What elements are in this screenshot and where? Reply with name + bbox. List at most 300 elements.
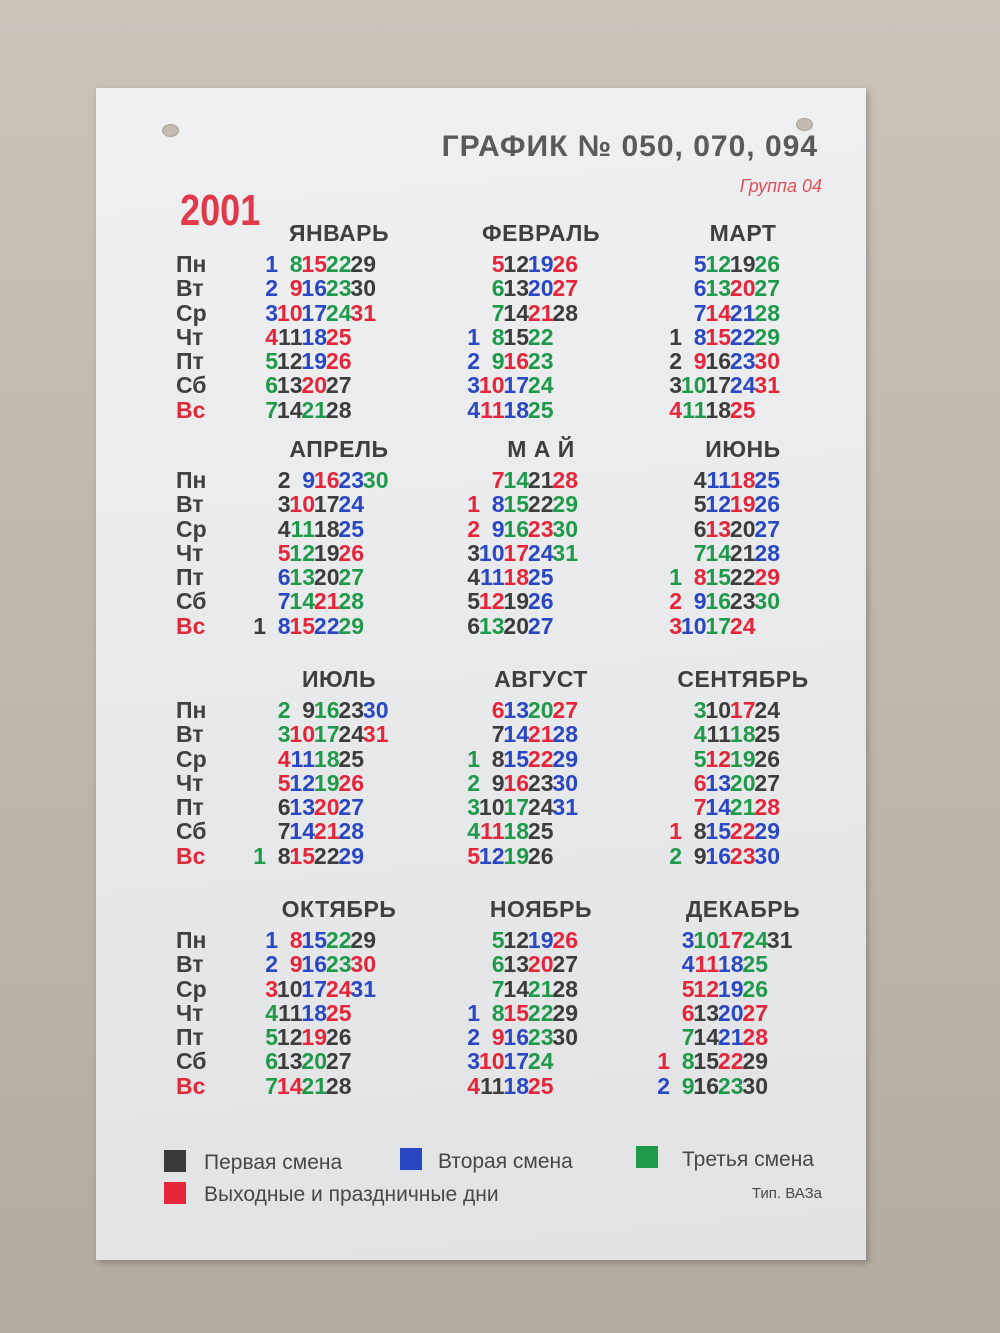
day-number: 18 — [301, 323, 327, 350]
day-number: 16 — [705, 588, 731, 615]
day-number: 22 — [729, 564, 756, 591]
day-number: 6 — [491, 951, 505, 978]
day-number: 3 — [265, 975, 278, 1002]
day-number: 18 — [313, 745, 340, 772]
day-number: 5 — [491, 251, 505, 277]
day-number: 24 — [338, 491, 364, 518]
day-number: 20 — [527, 275, 554, 302]
day-number: 23 — [338, 697, 364, 723]
month-name: МАРТ — [709, 220, 777, 246]
day-number: 25 — [527, 396, 554, 423]
day-number: 20 — [313, 794, 340, 821]
day-number: 9 — [491, 515, 505, 542]
day-number: 18 — [729, 467, 756, 493]
day-number: 15 — [301, 251, 327, 277]
day-number: 25 — [754, 467, 780, 493]
day-number: 25 — [325, 323, 352, 350]
day-number: 1 — [669, 564, 682, 591]
day-number: 30 — [350, 951, 376, 978]
day-number: 27 — [527, 612, 554, 639]
weekday-label: Пн — [176, 251, 207, 277]
day-number: 29 — [552, 745, 578, 772]
day-number: 8 — [693, 564, 707, 591]
empty-day — [338, 1025, 376, 1049]
day-number: 14 — [276, 1072, 303, 1099]
day-number: 16 — [313, 697, 340, 723]
empty-day — [540, 398, 578, 422]
day-number: 28 — [552, 467, 578, 493]
empty-day — [351, 614, 389, 638]
day-number: 13 — [705, 769, 731, 796]
day-number: 18 — [717, 951, 744, 978]
day-number: 13 — [289, 564, 315, 591]
day-number: 13 — [503, 697, 529, 723]
weekday-label: Пн — [176, 467, 207, 493]
day-number: 14 — [503, 299, 529, 326]
day-number: 24 — [742, 927, 768, 953]
empty-day — [540, 325, 578, 349]
day-number: 21 — [717, 1024, 744, 1051]
day-number: 2 — [669, 588, 682, 615]
day-number: 26 — [527, 588, 554, 615]
empty-day — [351, 844, 389, 868]
day-number: 25 — [338, 515, 364, 542]
group-label: Группа 04 — [739, 176, 822, 196]
weekday-label: Чт — [176, 769, 204, 796]
day-number: 18 — [503, 1072, 529, 1099]
day-number: 17 — [503, 539, 529, 566]
day-number: 26 — [754, 491, 780, 518]
day-number: 4 — [669, 396, 682, 423]
day-number: 8 — [693, 818, 707, 845]
weekday-label: Вт — [176, 721, 204, 748]
empty-day — [755, 952, 793, 976]
day-number: 21 — [301, 1072, 327, 1099]
day-number: 5 — [681, 975, 695, 1002]
day-number: 30 — [754, 588, 780, 615]
day-number: 27 — [338, 794, 364, 821]
day-number: 1 — [669, 818, 682, 845]
day-number: 28 — [325, 1072, 352, 1099]
day-number: 23 — [729, 842, 756, 869]
day-number: 26 — [325, 348, 352, 375]
day-number: 10 — [478, 372, 505, 399]
day-number: 11 — [480, 818, 505, 845]
day-number: 2 — [467, 515, 480, 542]
day-number: 23 — [527, 348, 554, 375]
day-number: 14 — [705, 794, 731, 821]
empty-day — [540, 819, 578, 843]
day-number: 13 — [705, 515, 731, 542]
day-number: 13 — [478, 612, 505, 639]
day-number: 17 — [503, 372, 529, 399]
day-number: 27 — [742, 999, 768, 1026]
day-number: 23 — [338, 467, 364, 493]
legend-first-shift: Первая смена — [204, 1151, 343, 1174]
empty-day — [540, 614, 578, 638]
day-number: 6 — [693, 275, 707, 302]
weekday-label: Пт — [176, 1024, 204, 1051]
day-number: 31 — [754, 372, 780, 399]
month-name: ИЮНЬ — [705, 436, 781, 462]
day-number: 2 — [277, 467, 291, 493]
day-number: 9 — [693, 588, 707, 615]
day-number: 11 — [480, 396, 505, 423]
day-number: 13 — [503, 275, 529, 302]
day-number: 9 — [681, 1072, 695, 1099]
day-number: 17 — [503, 794, 529, 821]
weekday-label: Сб — [176, 818, 207, 845]
empty-day — [540, 349, 578, 373]
day-number: 1 — [253, 612, 266, 639]
day-number: 26 — [338, 769, 364, 796]
day-number: 16 — [705, 842, 731, 869]
day-number: 13 — [276, 372, 303, 399]
weekday-label: Вт — [176, 491, 204, 518]
empty-day — [338, 1001, 376, 1025]
day-number: 19 — [503, 588, 529, 615]
day-number: 5 — [265, 1024, 278, 1051]
day-number: 7 — [265, 1072, 278, 1099]
day-number: 5 — [467, 588, 480, 615]
weekday-label: Сб — [176, 588, 207, 615]
day-number: 3 — [693, 697, 707, 723]
day-number: 5 — [467, 842, 480, 869]
day-number: 12 — [276, 1024, 303, 1051]
day-number: 21 — [313, 818, 340, 845]
day-number: 19 — [527, 251, 554, 277]
empty-day — [540, 844, 578, 868]
day-number: 26 — [754, 745, 780, 772]
day-number: 5 — [277, 769, 291, 796]
day-number: 20 — [527, 951, 554, 978]
day-number: 17 — [313, 721, 340, 748]
day-number: 14 — [289, 818, 315, 845]
day-number: 11 — [290, 515, 315, 542]
day-number: 30 — [552, 1024, 578, 1051]
day-number: 9 — [289, 275, 303, 302]
day-number: 30 — [552, 515, 578, 542]
day-number: 7 — [693, 299, 707, 326]
day-number: 16 — [301, 951, 327, 978]
day-number: 3 — [669, 372, 682, 399]
empty-day — [351, 795, 389, 819]
day-number: 7 — [693, 539, 707, 566]
day-number: 8 — [491, 999, 505, 1026]
day-number: 29 — [742, 1048, 768, 1075]
day-number: 21 — [729, 539, 756, 566]
day-number: 13 — [503, 951, 529, 978]
day-number: 24 — [527, 1048, 554, 1075]
day-number: 23 — [729, 348, 756, 375]
day-number: 7 — [681, 1024, 695, 1051]
day-number: 2 — [277, 697, 291, 723]
day-number: 15 — [693, 1048, 719, 1075]
day-number: 26 — [338, 539, 364, 566]
empty-day — [338, 398, 376, 422]
day-number: 19 — [301, 348, 327, 375]
empty-day — [540, 373, 578, 397]
day-number: 15 — [705, 323, 731, 350]
day-number: 5 — [491, 927, 505, 953]
day-number: 14 — [705, 299, 731, 326]
day-number: 20 — [729, 515, 756, 542]
empty-day — [351, 517, 389, 541]
day-number: 24 — [338, 721, 364, 748]
schedule-title: ГРАФИК № 050, 070, 094 — [441, 130, 818, 163]
day-number: 18 — [503, 396, 529, 423]
month-name: ДЕКАБРЬ — [685, 896, 801, 922]
day-number: 29 — [338, 612, 364, 639]
day-number: 14 — [503, 467, 529, 493]
day-number: 26 — [552, 927, 578, 953]
day-number: 8 — [693, 323, 707, 350]
day-number: 30 — [350, 275, 376, 302]
day-number: 30 — [754, 842, 780, 869]
day-number: 4 — [467, 396, 480, 423]
day-number: 17 — [705, 372, 731, 399]
weekday-label: Чт — [176, 999, 204, 1026]
month-name: АПРЕЛЬ — [289, 436, 389, 462]
day-number: 18 — [503, 564, 529, 591]
day-number: 21 — [527, 721, 554, 748]
day-number: 1 — [467, 745, 480, 772]
weekday-label: Пн — [176, 927, 207, 953]
day-number: 6 — [491, 697, 505, 723]
day-number: 23 — [325, 951, 352, 978]
day-number: 28 — [754, 794, 780, 821]
day-number: 15 — [705, 564, 731, 591]
day-number: 10 — [276, 975, 303, 1002]
day-number: 24 — [729, 612, 756, 639]
day-number: 4 — [265, 999, 278, 1026]
day-number: 6 — [265, 372, 278, 399]
month-name: ЯНВАРЬ — [288, 220, 390, 246]
day-number: 27 — [325, 372, 352, 399]
day-number: 28 — [325, 396, 352, 423]
weekday-column — [176, 252, 236, 422]
day-number: 26 — [552, 251, 578, 277]
day-number: 1 — [265, 927, 278, 953]
day-number: 27 — [754, 769, 780, 796]
day-number: 12 — [289, 769, 315, 796]
day-number: 6 — [681, 999, 695, 1026]
day-number: 26 — [754, 251, 780, 277]
day-number: 11 — [278, 999, 303, 1026]
empty-day — [351, 565, 389, 589]
day-number: 5 — [693, 491, 707, 518]
day-number: 12 — [503, 251, 529, 277]
day-number: 19 — [527, 927, 554, 953]
weekday-column — [176, 928, 236, 1098]
day-number: 11 — [706, 721, 731, 748]
day-number: 6 — [277, 794, 291, 821]
weekday-label: Чт — [176, 323, 204, 350]
day-number: 25 — [754, 721, 780, 748]
day-number: 27 — [325, 1048, 352, 1075]
day-number: 30 — [362, 697, 389, 723]
day-number: 4 — [277, 745, 291, 772]
day-number: 4 — [277, 515, 291, 542]
day-number: 21 — [527, 975, 554, 1002]
day-number: 23 — [325, 275, 352, 302]
day-number: 7 — [277, 588, 291, 615]
day-number: 2 — [657, 1072, 670, 1099]
day-number: 10 — [289, 491, 315, 518]
year-label: 2001 — [180, 186, 261, 235]
day-number: 20 — [313, 564, 340, 591]
empty-day — [742, 398, 780, 422]
empty-day — [755, 1049, 793, 1073]
weekday-label: Сб — [176, 1048, 207, 1075]
second-shift-swatch — [400, 1148, 422, 1170]
day-number: 15 — [705, 818, 731, 845]
month-name: НОЯБРЬ — [489, 896, 593, 922]
weekday-label: Пн — [176, 697, 207, 723]
day-number: 1 — [467, 999, 480, 1026]
day-number: 10 — [705, 697, 731, 723]
day-number: 1 — [657, 1048, 670, 1075]
day-number: 28 — [754, 299, 780, 326]
day-number: 25 — [338, 745, 364, 772]
day-number: 3 — [669, 612, 682, 639]
day-number: 12 — [705, 251, 731, 277]
empty-day — [351, 541, 389, 565]
month-name: ОКТЯБРЬ — [281, 896, 397, 922]
day-number: 24 — [527, 539, 554, 566]
empty-day — [540, 1049, 578, 1073]
day-number: 2 — [467, 348, 480, 375]
day-number: 30 — [754, 348, 780, 375]
day-number: 26 — [325, 1024, 352, 1051]
day-number: 4 — [681, 951, 695, 978]
day-number: 28 — [552, 299, 578, 326]
day-number: 22 — [325, 251, 352, 277]
day-number: 30 — [552, 769, 578, 796]
day-number: 7 — [491, 975, 505, 1002]
day-number: 25 — [742, 951, 768, 978]
day-number: 12 — [289, 539, 315, 566]
day-number: 4 — [265, 323, 278, 350]
day-number: 23 — [527, 1024, 554, 1051]
day-number: 8 — [277, 842, 291, 869]
day-number: 15 — [289, 612, 315, 639]
day-number: 17 — [705, 612, 731, 639]
day-number: 16 — [503, 515, 529, 542]
day-number: 22 — [717, 1048, 744, 1075]
day-number: 7 — [491, 721, 505, 748]
day-number: 29 — [754, 564, 780, 591]
day-number: 24 — [729, 372, 756, 399]
day-number: 11 — [278, 323, 303, 350]
day-number: 19 — [729, 745, 756, 772]
day-number: 9 — [491, 1024, 505, 1051]
day-number: 15 — [503, 491, 529, 518]
week-column — [540, 468, 578, 638]
day-number: 4 — [693, 467, 707, 493]
day-number: 3 — [277, 721, 291, 748]
day-number: 14 — [705, 539, 731, 566]
day-number: 25 — [527, 818, 554, 845]
week-column — [338, 928, 376, 1098]
day-number: 16 — [313, 467, 340, 493]
day-number: 10 — [693, 927, 719, 953]
week-column — [338, 252, 376, 422]
empty-day — [351, 819, 389, 843]
weekday-label: Вт — [176, 275, 204, 302]
day-number: 15 — [503, 999, 529, 1026]
day-number: 12 — [693, 975, 719, 1002]
day-number: 20 — [301, 372, 327, 399]
month-name: ФЕВРАЛЬ — [482, 220, 600, 246]
month-name: ИЮЛЬ — [301, 666, 377, 692]
day-number: 21 — [313, 588, 340, 615]
week-column — [540, 252, 578, 422]
day-number: 10 — [478, 794, 505, 821]
weekday-column — [176, 468, 236, 638]
day-number: 8 — [681, 1048, 695, 1075]
week-column — [540, 698, 578, 868]
day-number: 24 — [754, 697, 780, 723]
day-number: 6 — [265, 1048, 278, 1075]
week-column — [540, 928, 578, 1098]
day-number: 22 — [313, 612, 340, 639]
empty-day — [338, 325, 376, 349]
day-number: 14 — [289, 588, 315, 615]
day-number: 1 — [265, 251, 278, 277]
day-number: 27 — [754, 515, 780, 542]
day-number: 19 — [503, 842, 529, 869]
weekday-label: Пт — [176, 564, 204, 591]
day-number: 8 — [277, 612, 291, 639]
day-number: 1 — [669, 323, 682, 350]
day-number: 27 — [552, 275, 578, 302]
day-number: 29 — [350, 927, 376, 953]
day-number: 23 — [527, 515, 554, 542]
empty-day — [351, 492, 389, 516]
empty-day — [742, 614, 780, 638]
week-column — [742, 252, 780, 422]
day-number: 17 — [313, 491, 340, 518]
day-number: 29 — [552, 491, 578, 518]
day-number: 7 — [491, 467, 505, 493]
day-number: 24 — [325, 299, 352, 326]
day-number: 22 — [313, 842, 340, 869]
weekday-label: Вт — [176, 951, 204, 978]
empty-day — [755, 1025, 793, 1049]
day-number: 29 — [552, 999, 578, 1026]
day-number: 28 — [742, 1024, 768, 1051]
day-number: 27 — [338, 564, 364, 591]
day-number: 7 — [265, 396, 278, 423]
day-number: 3 — [467, 539, 480, 566]
day-number: 9 — [693, 348, 707, 375]
day-number: 31 — [350, 299, 376, 326]
weekday-label: Пт — [176, 348, 204, 375]
day-number: 4 — [693, 721, 707, 748]
day-number: 11 — [706, 467, 731, 493]
month-name: М А Й — [507, 436, 575, 462]
empty-day — [338, 373, 376, 397]
day-number: 26 — [742, 975, 768, 1002]
day-number: 6 — [491, 275, 505, 302]
day-number: 2 — [669, 842, 682, 869]
day-number: 16 — [705, 348, 731, 375]
legend-second-shift: Вторая смена — [438, 1150, 573, 1173]
day-number: 21 — [527, 467, 554, 493]
day-number: 3 — [681, 927, 695, 953]
day-number: 25 — [527, 564, 554, 591]
